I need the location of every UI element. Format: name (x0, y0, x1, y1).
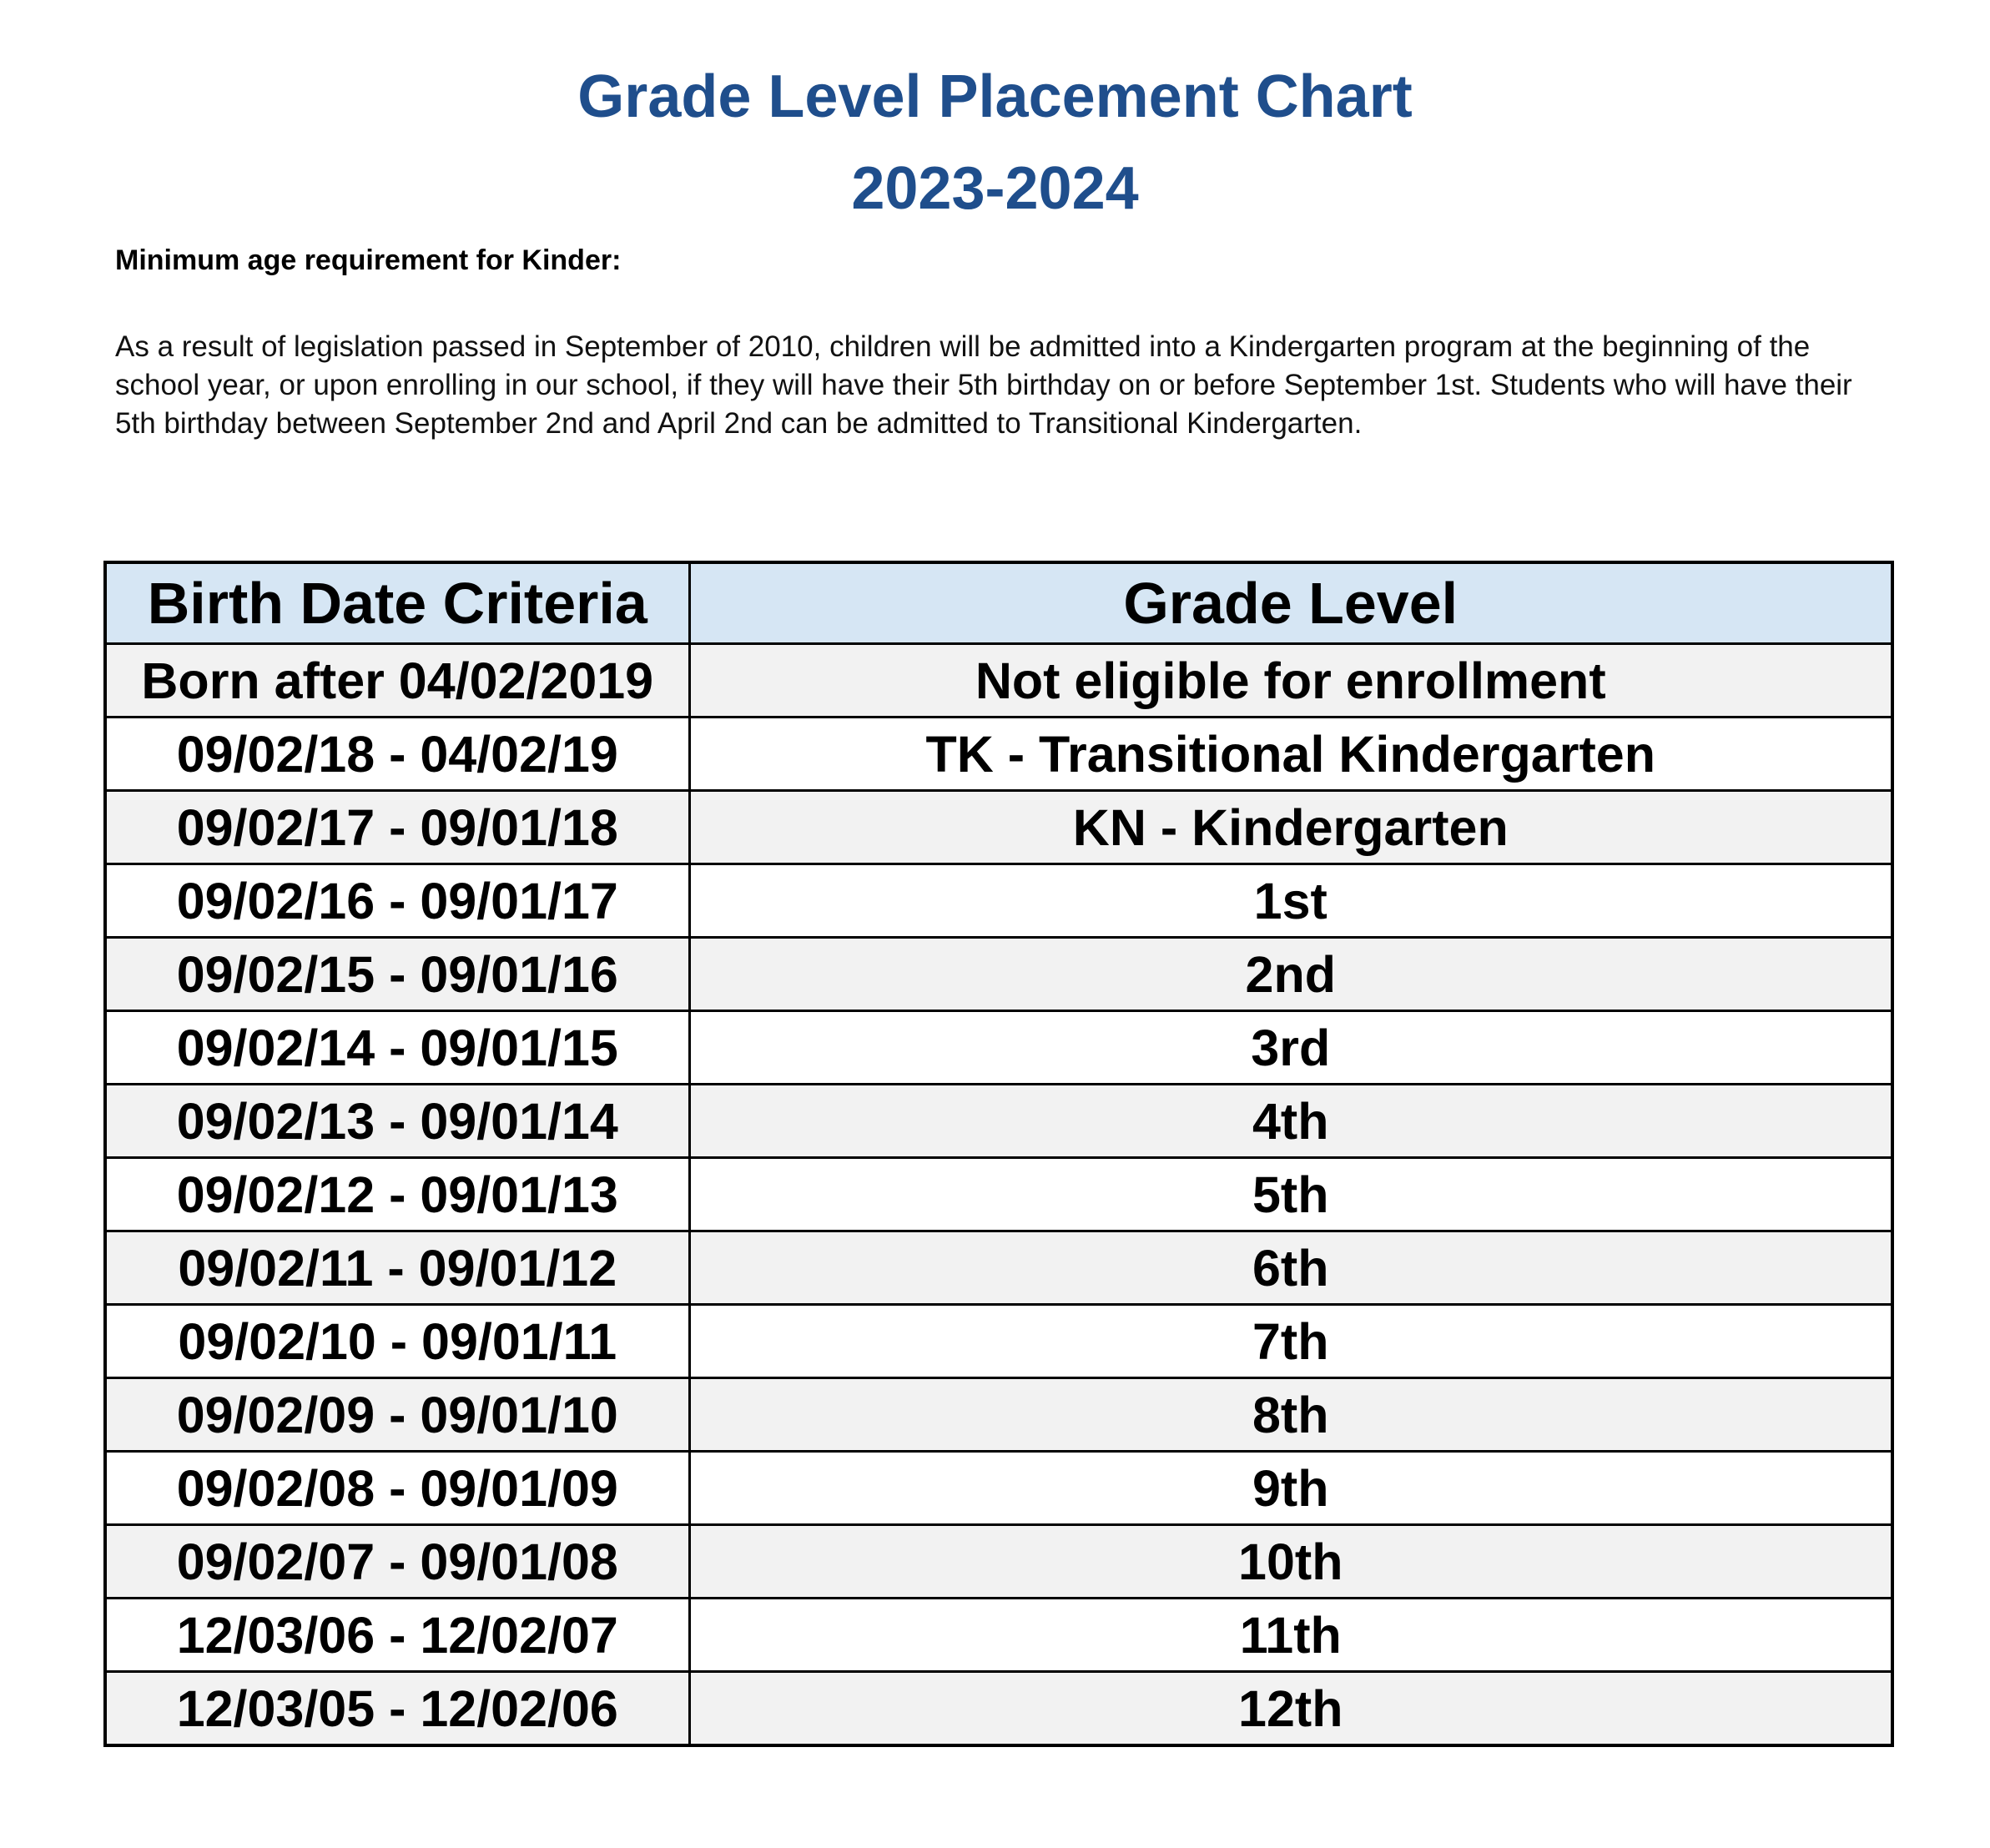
min-age-heading: Minimum age requirement for Kinder: (115, 244, 622, 276)
table-row (105, 938, 1892, 1011)
birth-date-cell: 09/02/16 - 09/01/17 (105, 864, 689, 938)
grade-level-cell: 2nd (689, 938, 1892, 1011)
grade-level-cell: 5th (689, 1158, 1892, 1231)
table-row (105, 1305, 1892, 1378)
grade-level-cell: 3rd (689, 1011, 1892, 1085)
birth-date-cell: 09/02/10 - 09/01/11 (105, 1305, 689, 1378)
placement-table (103, 561, 1894, 1747)
school-year: 2023-2024 (851, 155, 1139, 222)
table-row (105, 791, 1892, 864)
grade-level-cell: TK - Transitional Kindergarten (689, 718, 1892, 791)
table-row (105, 1599, 1892, 1672)
placement-table-container (103, 561, 1891, 1747)
legislation-paragraph: As a result of legislation passed in September of 2010, children will be admitted into a Kindergarten program at the beginning of the school year, or upon enrolling in our school, if they will have their 5th birthday on or before September 1st. Students who will have their 5th birthday between September 2nd and April 2nd can be admitted to Transitional Kindergarten. (115, 330, 1852, 440)
table-row (105, 1231, 1892, 1305)
birth-date-cell: 09/02/17 - 09/01/18 (105, 791, 689, 864)
column-header-birth-date: Birth Date Criteria (105, 562, 689, 644)
table-row (105, 1525, 1892, 1599)
birth-date-cell: 09/02/18 - 04/02/19 (105, 718, 689, 791)
birth-date-cell: 09/02/15 - 09/01/16 (105, 938, 689, 1011)
grade-level-cell: 10th (689, 1525, 1892, 1599)
grade-level-cell: 12th (689, 1672, 1892, 1746)
table-row (105, 1085, 1892, 1158)
birth-date-cell: 09/02/13 - 09/01/14 (105, 1085, 689, 1158)
table-row (105, 644, 1892, 718)
grade-level-cell: 4th (689, 1085, 1892, 1158)
page-title: Grade Level Placement Chart (577, 63, 1413, 130)
grade-level-cell: 1st (689, 864, 1892, 938)
grade-level-cell: KN - Kindergarten (689, 791, 1892, 864)
table-header-row (105, 562, 1892, 644)
birth-date-cell: 09/02/07 - 09/01/08 (105, 1525, 689, 1599)
table-row (105, 1158, 1892, 1231)
birth-date-cell: 09/02/09 - 09/01/10 (105, 1378, 689, 1452)
grade-level-cell: 7th (689, 1305, 1892, 1378)
birth-date-cell: 12/03/05 - 12/02/06 (105, 1672, 689, 1746)
table-row (105, 864, 1892, 938)
grade-level-cell: 8th (689, 1378, 1892, 1452)
birth-date-cell: 09/02/14 - 09/01/15 (105, 1011, 689, 1085)
table-row (105, 1452, 1892, 1525)
grade-level-cell: 11th (689, 1599, 1892, 1672)
table-row (105, 1011, 1892, 1085)
birth-date-cell: Born after 04/02/2019 (105, 644, 689, 718)
table-row (105, 718, 1892, 791)
table-row (105, 1672, 1892, 1746)
grade-level-cell: Not eligible for enrollment (689, 644, 1892, 718)
birth-date-cell: 09/02/08 - 09/01/09 (105, 1452, 689, 1525)
grade-level-cell: 6th (689, 1231, 1892, 1305)
birth-date-cell: 09/02/11 - 09/01/12 (105, 1231, 689, 1305)
birth-date-cell: 12/03/06 - 12/02/07 (105, 1599, 689, 1672)
grade-level-cell: 9th (689, 1452, 1892, 1525)
column-header-grade-level: Grade Level (689, 562, 1892, 644)
table-row (105, 1378, 1892, 1452)
birth-date-cell: 09/02/12 - 09/01/13 (105, 1158, 689, 1231)
